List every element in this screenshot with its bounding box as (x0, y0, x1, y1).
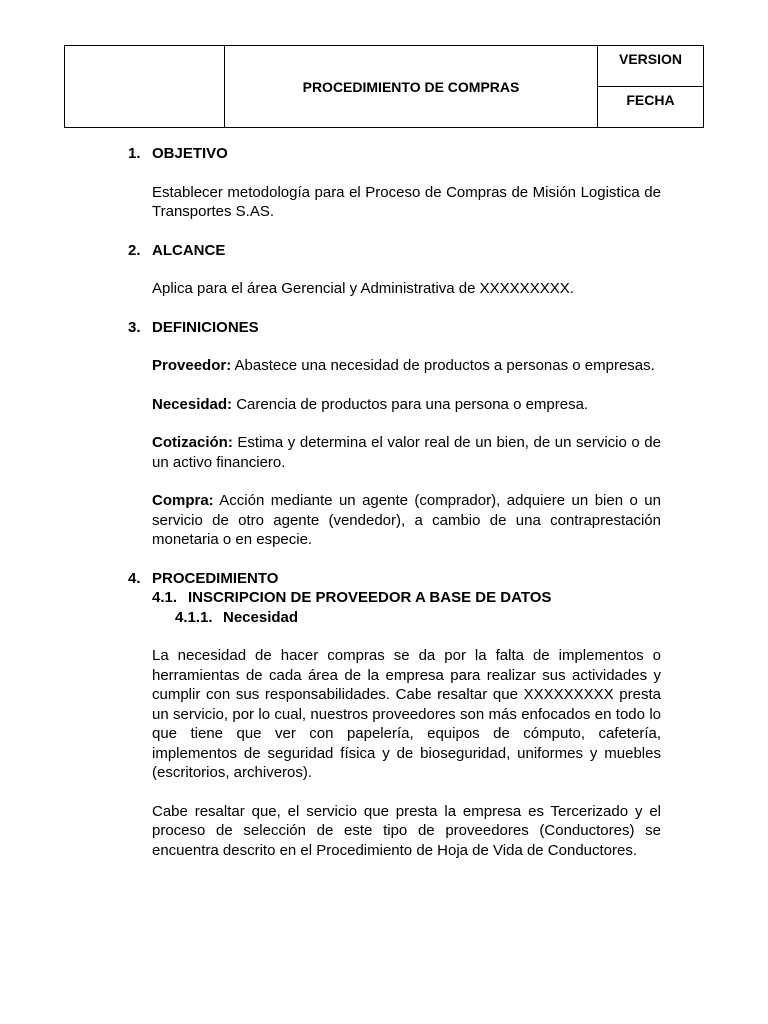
logo-cell (65, 46, 225, 128)
subsubsection-title: Necesidad (223, 608, 299, 626)
section-objetivo-heading (128, 144, 661, 164)
subsubsection-number: 4.1.1. (175, 608, 213, 626)
necesidad-paragraph-1: La necesidad de hacer compras se da por la falta de implementos o herramientas de cada área de la empresa para realizar sus actividades y cumplir con sus responsabilidades. Cabe resaltar que XXXXXXXXX presta un servicio, por lo cual, nuestros proveedores son más enfocados en todo lo que tiene que ver con papelería, equipos de cómputo, cafetería, implementos de seguridad física y de bioseguridad, uniformes y muebles (escritorios, archiveros). (152, 647, 661, 781)
section-title: OBJETIVO (152, 145, 228, 162)
definition-text: Estima y determina el valor real de un bien, de un servicio o de un activo financiero. (152, 434, 661, 471)
definition-term: Compra: (152, 492, 214, 509)
definition-term: Cotización: (152, 434, 233, 451)
section-title: ALCANCE (152, 241, 226, 259)
fecha-label: FECHA (598, 87, 704, 128)
document-body (128, 144, 661, 860)
section-alcance-heading (128, 241, 661, 261)
subsection-number: 4.1. (152, 589, 178, 606)
definition-necesidad (128, 395, 661, 415)
definition-text: Abastece una necesidad de productos a personas o empresas. (231, 357, 655, 374)
definition-cotizacion (128, 433, 661, 472)
definition-compra (128, 491, 661, 550)
definition-text: Carencia de productos para una persona o empresa. (232, 395, 589, 413)
section-procedimiento-heading (128, 569, 661, 589)
document-header-table (64, 45, 704, 128)
subsection-heading (128, 588, 661, 608)
section-number: 1. (128, 145, 141, 162)
subsection-title: INSCRIPCION DE PROVEEDOR A BASE DE DATOS (188, 589, 552, 606)
version-label: VERSION (598, 46, 704, 87)
section-number: 4. (128, 569, 141, 587)
alcance-text: Aplica para el área Gerencial y Administrativa de XXXXXXXXX. (152, 280, 574, 297)
objetivo-text: Establecer metodología para el Proceso de Compras de Misión Logistica de Transportes S.AS. (152, 183, 661, 220)
definition-term: Proveedor: (152, 357, 232, 374)
document-title: PROCEDIMIENTO DE COMPRAS (225, 46, 598, 128)
definition-term: Necesidad: (152, 395, 233, 413)
section-title: DEFINICIONES (152, 318, 259, 336)
definition-text: Acción mediante un agente (comprador), adquiere un bien o un servicio de otro agente (vendedor), a cambio de una contraprestación monetaria o en especie. (152, 492, 661, 548)
necesidad-paragraph-2: Cabe resaltar que, el servicio que presta la empresa es Tercerizado y el proceso de selección de este tipo de proveedores (Conductores) se encuentra descrito en el Procedimiento de Hoja de Vida de Conductores. (152, 802, 661, 859)
definition-proveedor (128, 356, 661, 376)
subsubsection-heading (128, 608, 661, 628)
section-number: 3. (128, 318, 141, 336)
section-title: PROCEDIMIENTO (152, 569, 279, 587)
section-number: 2. (128, 241, 141, 259)
section-definiciones-heading (128, 318, 661, 338)
